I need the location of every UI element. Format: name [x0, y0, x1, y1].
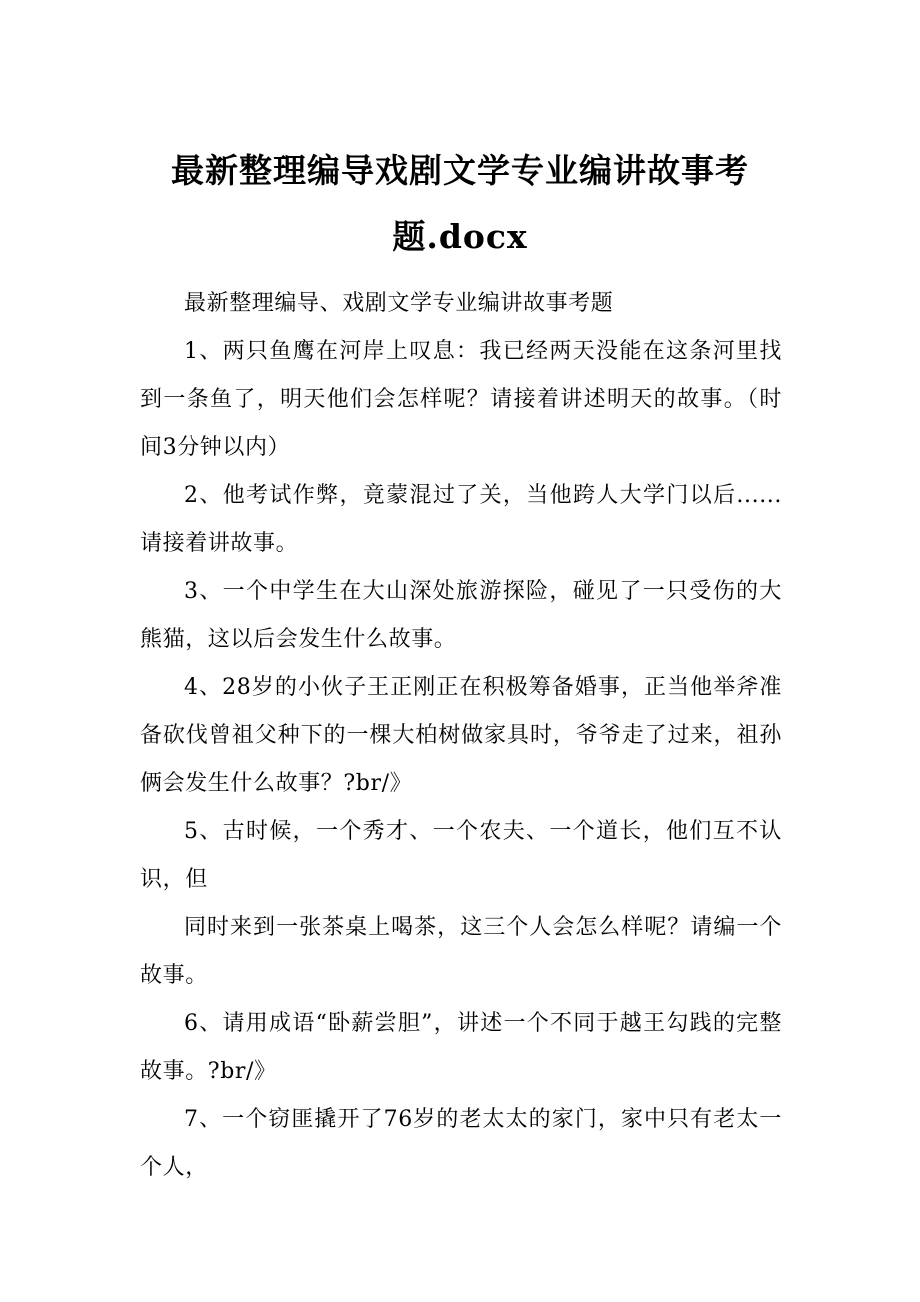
paragraph-question-3: 3、一个中学生在大山深处旅游探险，碰见了一只受伤的大熊猫，这以后会发生什么故事。: [140, 579, 782, 652]
paragraph-heading: 最新整理编导、戏剧文学专业编讲故事考题: [184, 291, 614, 316]
document-title: 最新整理编导戏剧文学专业编讲故事考题.docx: [171, 151, 749, 256]
document-body: [140, 280, 782, 1192]
paragraph-question-1: 1、两只鱼鹰在河岸上叹息：我已经两天没能在这条河里找到一条鱼了，明天他们会怎样呢？请接着讲述明天的故事。（时间3分钟以内）: [140, 339, 782, 460]
paragraph-question-5-continued: 同时来到一张茶桌上喝茶，这三个人会怎么样呢？请编一个故事。: [140, 915, 782, 988]
paragraph-question-6: 6、请用成语“卧薪尝胆”，讲述一个不同于越王勾践的完整故事。?br/》: [140, 1011, 782, 1084]
paragraph-question-2: 2、他考试作弊，竟蒙混过了关，当他跨人大学门以后......请接着讲故事。: [140, 483, 782, 556]
paragraph-question-7: 7、一个窃匪撬开了76岁的老太太的家门，家中只有老太一个人，: [140, 1107, 782, 1180]
paragraph-question-5: 5、古时候，一个秀才、一个农夫、一个道长，他们互不认识，但: [140, 819, 782, 892]
paragraph-question-4: 4、28岁的小伙子王正刚正在积极筹备婚事，正当他举斧准备砍伐曾祖父种下的一棵大柏树做家具时，爷爷走了过来，祖孙俩会发生什么故事？?br/》: [140, 675, 782, 796]
